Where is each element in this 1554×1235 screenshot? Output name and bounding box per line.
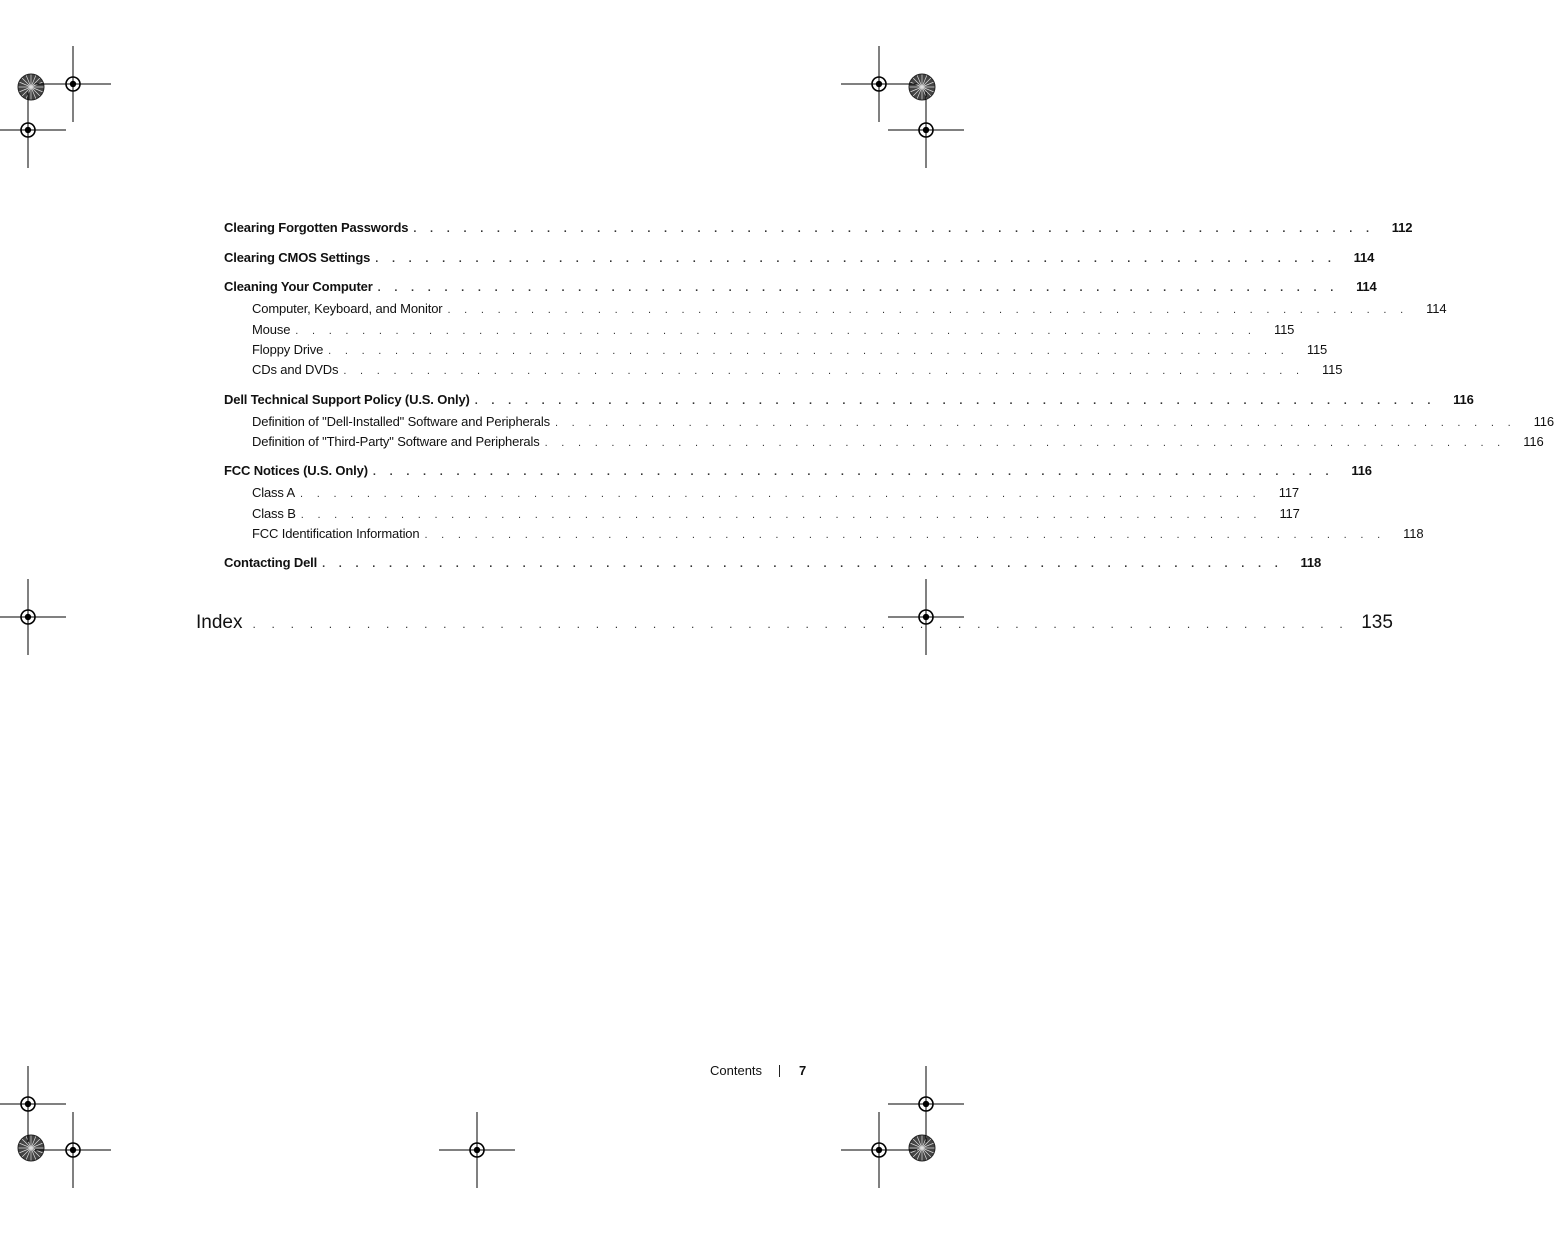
toc-entry-page: 116 bbox=[1523, 434, 1544, 449]
dot-leader: . . . . . . . . . . . . . . . . . . . . . . . . . . . . . . . . . . . . . . . . . . . . . . . . . . . . . . . . . . bbox=[377, 282, 1339, 294]
toc-entry-title: Dell Technical Support Policy (U.S. Only) bbox=[224, 392, 470, 407]
toc-entry-page: 115 bbox=[1322, 362, 1343, 377]
toc-entry-page: 135 bbox=[1361, 612, 1393, 633]
dot-leader: . . . . . . . . . . . . . . . . . . . . . . . . . . . . . . . . . . . . . . . . . . . . . . . . . . . . . . . . . . bbox=[447, 304, 1409, 316]
dot-leader: . . . . . . . . . . . . . . . . . . . . . . . . . . . . . . . . . . . . . . . . . . . . . . . . . . . . . . . . . . bbox=[295, 325, 1257, 337]
toc-entry-title: Floppy Drive bbox=[252, 342, 324, 357]
toc-entry-title: Class A bbox=[252, 485, 296, 500]
toc-entry-title: Definition of "Dell-Installed" Software and Peripherals bbox=[252, 414, 550, 429]
toc-entry-page: 117 bbox=[1278, 485, 1299, 500]
color-bar-star-mark bbox=[909, 1135, 935, 1161]
dot-leader: . . . . . . . . . . . . . . . . . . . . . . . . . . . . . . . . . . . . . . . . . . . . . . . . . . . . . . . . . . bbox=[424, 529, 1386, 541]
toc-entry-page: 118 bbox=[1300, 555, 1322, 570]
color-bar-star-mark bbox=[18, 1135, 44, 1161]
toc-subentry[interactable] bbox=[252, 525, 1424, 543]
toc-entry-title: CDs and DVDs bbox=[252, 362, 339, 377]
toc-entry[interactable] bbox=[224, 391, 1474, 409]
toc-entry[interactable] bbox=[224, 219, 1413, 237]
toc-entry-title: Definition of "Third-Party" Software and Peripherals bbox=[252, 434, 540, 449]
toc-entry-title: FCC Identification Information bbox=[252, 526, 420, 541]
toc-entry-title: Contacting Dell bbox=[224, 555, 318, 570]
toc-entry-page: 114 bbox=[1353, 250, 1375, 265]
registration-mark bbox=[0, 1066, 66, 1142]
toc-entry-title: Clearing Forgotten Passwords bbox=[224, 220, 409, 235]
dot-leader: . . . . . . . . . . . . . . . . . . . . . . . . . . . . . . . . . . . . . . . . . . . . . . . . . . . . . . . . . . bbox=[300, 509, 1262, 521]
registration-mark bbox=[35, 1112, 111, 1188]
toc-subentry[interactable] bbox=[252, 505, 1300, 523]
page-footer bbox=[700, 1061, 810, 1081]
toc-entry[interactable] bbox=[224, 554, 1322, 572]
dot-leader: . . . . . . . . . . . . . . . . . . . . . . . . . . . . . . . . . . . . . . . . . . . . . . . . . . . . . . . . . . bbox=[554, 417, 1516, 429]
dot-leader: . . . . . . . . . . . . . . . . . . . . . . . . . . . . . . . . . . . . . . . . . . . . . . . . . . . . . . . . . . bbox=[474, 395, 1436, 407]
toc-entry-title: Cleaning Your Computer bbox=[224, 279, 373, 294]
toc-entry[interactable] bbox=[224, 249, 1375, 267]
toc-subentry[interactable] bbox=[252, 433, 1544, 451]
toc-entry-title: Computer, Keyboard, and Monitor bbox=[252, 301, 443, 316]
toc-entry-page: 114 bbox=[1356, 279, 1377, 294]
toc-subentry[interactable] bbox=[252, 300, 1447, 318]
dot-leader: . . . . . . . . . . . . . . . . . . . . . . . . . . . . . . . . . . . . . . . . . . . . . . . . . . . . . . . . . . bbox=[372, 466, 1334, 478]
toc-subentry[interactable] bbox=[252, 484, 1299, 502]
toc-entry-title: Clearing CMOS Settings bbox=[224, 250, 371, 265]
toc-subentry[interactable] bbox=[252, 341, 1328, 359]
footer-page-number: 7 bbox=[799, 1063, 807, 1078]
toc-entry-page: 112 bbox=[1391, 220, 1413, 235]
registration-mark bbox=[841, 1112, 917, 1188]
toc-subentry[interactable] bbox=[252, 361, 1343, 379]
toc-subentry[interactable] bbox=[252, 413, 1554, 431]
toc-entry-title: FCC Notices (U.S. Only) bbox=[224, 463, 368, 478]
dot-leader: . . . . . . . . . . . . . . . . . . . . . . . . . . . . . . . . . . . . . . . . . . . . . . . . . . . . . . . . . . bbox=[413, 223, 1375, 235]
registration-mark bbox=[439, 1112, 515, 1188]
toc-entry-page: 115 bbox=[1273, 322, 1295, 337]
toc-entry-page: 116 bbox=[1533, 414, 1554, 429]
toc-entry-page: 116 bbox=[1453, 392, 1474, 407]
toc-entry-page: 116 bbox=[1351, 463, 1372, 478]
dot-leader: . . . . . . . . . . . . . . . . . . . . . . . . . . . . . . . . . . . . . . . . . . . . . . . . . . . . . . . . . . bbox=[322, 558, 1284, 570]
toc-entry-title: Class B bbox=[252, 506, 296, 521]
toc-entry[interactable] bbox=[224, 278, 1377, 296]
dot-leader: . . . . . . . . . . . . . . . . . . . . . . . . . . . . . . . . . . . . . . . . . . . . . . . . . . . . . . . . . . bbox=[300, 488, 1261, 500]
toc-entry-title: Mouse bbox=[252, 322, 291, 337]
toc-entry[interactable] bbox=[224, 462, 1372, 480]
dot-leader: . . . . . . . . . . . . . . . . . . . . . . . . . . . . . . . . . . . . . . . . . . . . . . . . . . . . . . . . . . bbox=[375, 253, 1337, 265]
dot-leader: . . . . . . . . . . . . . . . . . . . . . . . . . . . . . . . . . . . . . . . . . . . . . . . . . . . . . . . . . . bbox=[544, 437, 1506, 449]
toc-entry-page: 117 bbox=[1279, 506, 1300, 521]
toc-entry-page: 114 bbox=[1426, 301, 1447, 316]
footer-separator bbox=[779, 1065, 780, 1077]
toc-entry-page: 118 bbox=[1403, 526, 1424, 541]
dot-leader: . . . . . . . . . . . . . . . . . . . . . . . . . . . . . . . . . . . . . . . . . . . . . . . . . . . . . . . . . . bbox=[328, 345, 1290, 357]
dot-leader: . . . . . . . . . . . . . . . . . . . . . . . . . . . . . . . . . . . . . . . . . . . . . . . . . . . . . . . . . . bbox=[343, 365, 1305, 377]
toc-index-entry[interactable] bbox=[196, 610, 1393, 636]
dot-leader: . . . . . . . . . . . . . . . . . . . . . . . . . . . . . . . . . . . . . . . . . . . . . . . . . . . . . . . . . . bbox=[252, 617, 1349, 631]
toc-entry-page: 115 bbox=[1306, 342, 1328, 357]
footer-section-label: Contents bbox=[710, 1063, 763, 1078]
toc-subentry[interactable] bbox=[252, 321, 1295, 339]
registration-mark bbox=[888, 1066, 964, 1142]
toc-entry-title: Index bbox=[196, 612, 243, 633]
